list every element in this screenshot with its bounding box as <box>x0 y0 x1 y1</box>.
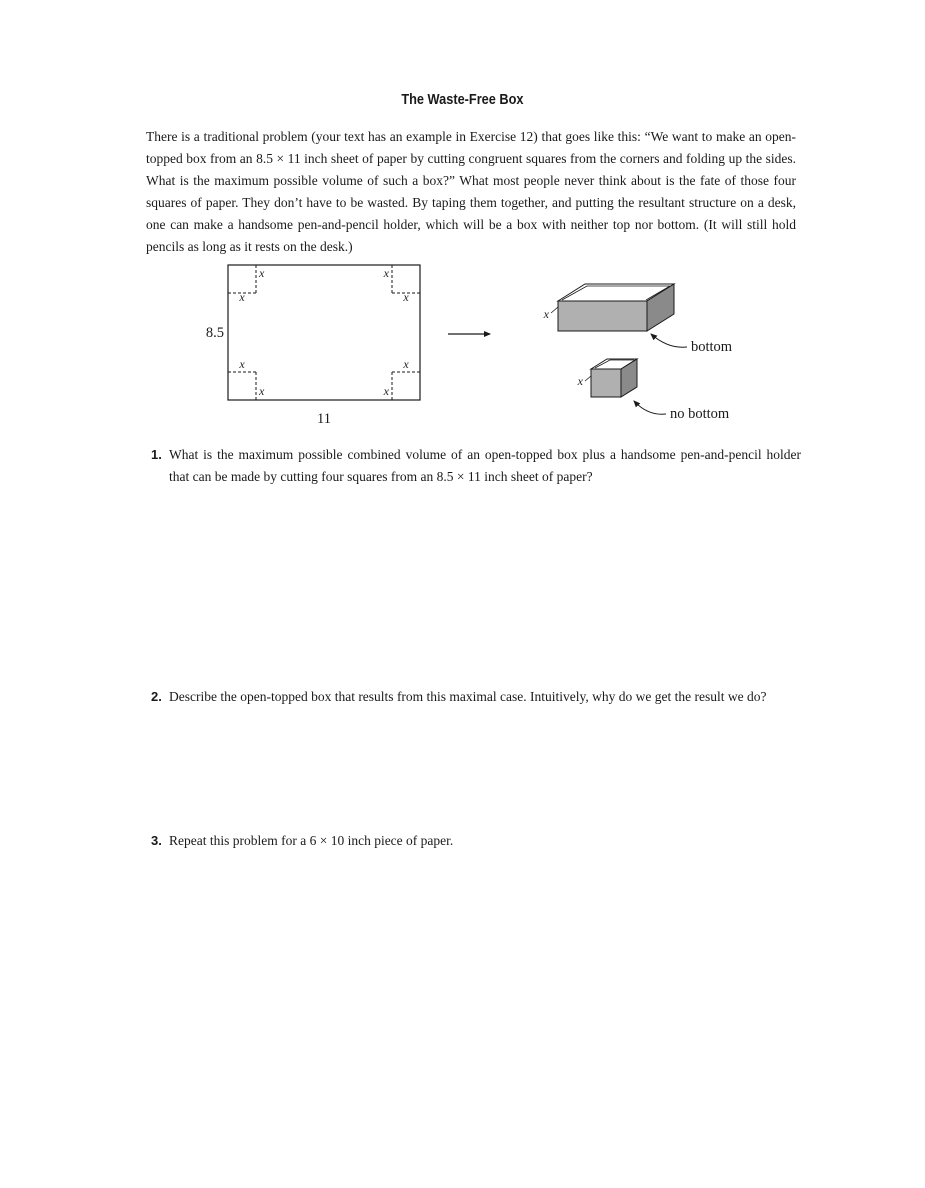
question-number: 1. <box>151 447 162 462</box>
no-bottom-label: no bottom <box>670 406 730 422</box>
page-title-text: The Waste-Free Box <box>401 92 524 108</box>
corner-x-label: x <box>383 266 389 280</box>
bottom-pointer-arrow <box>651 334 687 347</box>
open-box-drawing <box>551 284 674 331</box>
paper-sheet-diagram <box>228 265 420 400</box>
question-text: What is the maximum possible combined volume of an open-topped box plus a handsome pen-and-pencil holder that can be made by cutting four squares from an 8.5 × 11 inch sheet of paper? <box>169 447 801 484</box>
corner-x-label: x <box>239 357 245 371</box>
question-2 <box>151 686 801 708</box>
corner-x-label: x <box>239 290 245 304</box>
corner-cut-lines <box>228 265 420 400</box>
question-text: Describe the open-topped box that results from this maximal case. Intuitively, why do we get the result we do? <box>169 689 767 704</box>
figure-svg <box>140 256 820 436</box>
sheet-height-label: 8.5 <box>205 325 224 341</box>
sheet-outline <box>228 265 420 400</box>
question-3 <box>151 830 801 852</box>
page-title <box>0 92 925 108</box>
no-bottom-pointer-arrow <box>634 401 666 414</box>
bottom-label: bottom <box>691 339 733 355</box>
pen-holder-drawing <box>585 359 637 397</box>
corner-x-label: x <box>403 357 409 371</box>
intro-paragraph: There is a traditional problem (your text has an example in Exercise 12) that goes like this: “We want to make an open-topped box from an 8.5 × 11 inch sheet of paper by cutting congruent squares from the corners and folding up the sides. What is the maximum possible volume of such a box?” What most people never think about is the fate of those four squares of paper. They don’t have to be wasted. By taping them together, and putting the resultant structure on a desk, one can make a handsome pen-and-pencil holder, which will be a box with neither top nor bottom. (It will still hold pencils as long as it rests on the desk.) <box>146 129 796 254</box>
sheet-width-label: 11 <box>317 411 331 427</box>
question-number: 3. <box>151 833 162 848</box>
corner-x-label: x <box>403 290 409 304</box>
holder-height-leader <box>585 376 591 381</box>
holder-height-label: x <box>577 374 583 388</box>
corner-x-label: x <box>259 266 265 280</box>
box-height-label: x <box>543 307 549 321</box>
question-number: 2. <box>151 689 162 704</box>
question-text: Repeat this problem for a 6 × 10 inch piece of paper. <box>169 833 454 848</box>
box-height-leader <box>551 307 558 313</box>
question-1 <box>151 444 801 488</box>
figure-diagram <box>140 256 820 436</box>
corner-x-label: x <box>259 384 265 398</box>
corner-x-label: x <box>383 384 389 398</box>
